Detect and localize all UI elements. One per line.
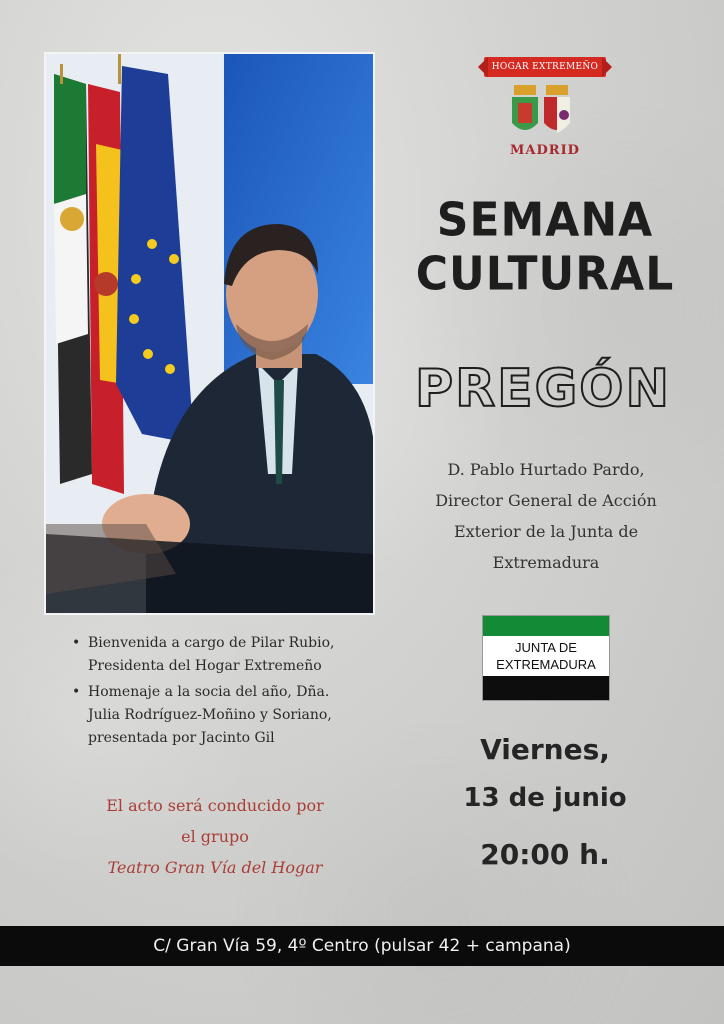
speaker-line: Extremadura (492, 553, 600, 572)
portrait-photo (44, 52, 375, 615)
title-semana: SEMANA (436, 193, 654, 248)
conducted-line: el grupo (181, 827, 249, 846)
event-day: Viernes, (480, 733, 610, 766)
logo-green-band (483, 616, 609, 636)
list-item-line: • Homenaje a la socia del año, Dña. (88, 684, 330, 700)
emblem-city-text: MADRID (510, 143, 580, 158)
address-footer: C/ Gran Vía 59, 4º Centro (pulsar 42 + campana) (0, 926, 724, 966)
logo-white-band (483, 636, 609, 676)
hogar-extremeno-emblem (474, 55, 616, 160)
emblem-banner-text: HOGAR EXTREMEÑO (484, 57, 606, 77)
coat-of-arms-icon (474, 55, 616, 145)
logo-black-band (483, 676, 609, 700)
title-pregon: PREGÓN (414, 359, 672, 419)
list-item-line: Julia Rodríguez-Moñino y Soriano, (88, 707, 332, 723)
conducted-by-note (60, 790, 370, 883)
conducted-line: El acto será conducido por (106, 796, 324, 815)
speaker-line: Exterior de la Junta de (453, 522, 639, 541)
event-date: 13 de junio (463, 783, 627, 813)
title-cultural: CULTURAL (415, 247, 675, 302)
agenda-list (70, 632, 400, 753)
event-time: 20:00 h. (480, 838, 610, 871)
junta-extremadura-logo (482, 615, 610, 701)
list-item-line: presentada por Jacinto Gil (88, 730, 275, 746)
logo-text-line: JUNTA DE (515, 640, 577, 655)
speaker-description (400, 454, 692, 578)
list-item (70, 632, 400, 678)
speaker-line: D. Pablo Hurtado Pardo, (447, 460, 645, 479)
speaker-line: Director General de Acción (435, 491, 657, 510)
list-item-line: Presidenta del Hogar Extremeño (88, 658, 322, 674)
theatre-group-name: Teatro Gran Vía del Hogar (107, 858, 323, 877)
list-item-line: • Bienvenida a cargo de Pilar Rubio, (88, 635, 335, 651)
list-item (70, 681, 400, 750)
logo-text-line: EXTREMADURA (496, 657, 596, 672)
